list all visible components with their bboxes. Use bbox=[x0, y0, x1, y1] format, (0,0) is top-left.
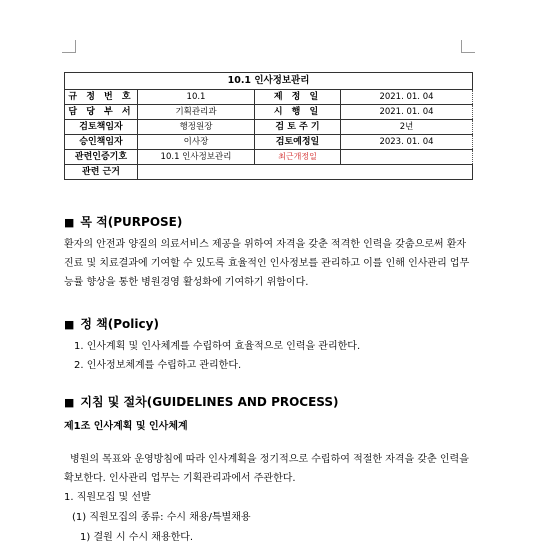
section-heading-policy: ■ 정 책(Policy) bbox=[64, 317, 159, 331]
guideline-item: 1. 직원모집 및 선발 bbox=[64, 492, 151, 503]
section-heading-purpose: ■ 목 적(PURPOSE) bbox=[64, 215, 183, 229]
crop-mark-top-left bbox=[62, 40, 76, 53]
policy-item: 1. 인사계획 및 인사체계를 수립하여 효율적으로 인력을 관리한다. bbox=[74, 341, 361, 352]
square-bullet-icon: ■ bbox=[64, 396, 75, 409]
value-review-owner: 행정원장 bbox=[138, 120, 255, 135]
label-certification-code: 관련인증기호 bbox=[65, 150, 138, 165]
guideline-subsubitem: 1) 결원 시 수시 채용한다. bbox=[80, 532, 194, 543]
label-review-cycle: 검 토 주 기 bbox=[255, 120, 341, 135]
table-row bbox=[65, 105, 473, 120]
square-bullet-icon: ■ bbox=[64, 318, 75, 331]
section-heading-guidelines: ■ 지침 및 절차(GUIDELINES AND PROCESS) bbox=[64, 395, 339, 409]
value-certification-code: 10.1 인사정보관리 bbox=[138, 150, 255, 165]
label-last-revised-date: 최근개정일 bbox=[255, 150, 341, 165]
table-row bbox=[65, 120, 473, 135]
value-effective-date: 2021. 01. 04 bbox=[341, 105, 473, 120]
guideline-subitem: (1) 직원모집의 종류: 수시 채용/특별채용 bbox=[72, 512, 251, 523]
crop-mark-top-right bbox=[461, 40, 475, 53]
table-row bbox=[65, 150, 473, 165]
value-next-review-date: 2023. 01. 04 bbox=[341, 135, 473, 150]
label-related-basis: 관련 근거 bbox=[65, 165, 138, 180]
label-regulation-number: 규 정 번 호 bbox=[65, 90, 138, 105]
table-row bbox=[65, 135, 473, 150]
table-row bbox=[65, 90, 473, 105]
guidelines-paragraph: 병원의 목표와 운영방침에 따라 인사계획을 정기적으로 수립하여 적절한 자격을 갖춘 인력을 확보한다. 인사관리 업무는 기획관리과에서 주관한다. bbox=[64, 454, 469, 484]
value-regulation-number: 10.1 bbox=[138, 90, 255, 105]
label-review-owner: 검토책임자 bbox=[65, 120, 138, 135]
document-meta-table bbox=[64, 72, 473, 180]
label-department: 담 당 부 서 bbox=[65, 105, 138, 120]
square-bullet-icon: ■ bbox=[64, 216, 75, 229]
meta-table-title: 10.1 인사정보관리 bbox=[65, 73, 473, 90]
label-enacted-date: 제 정 일 bbox=[255, 90, 341, 105]
value-enacted-date: 2021. 01. 04 bbox=[341, 90, 473, 105]
purpose-paragraph: 환자의 안전과 양질의 의료서비스 제공을 위하여 자격을 갖춘 적격한 인력을 갖춤으로써 환자진료 및 치료결과에 기여할 수 있도록 효율적인 인사정보를 관리하고 이를 인해 인사관리 업무능률 향상을 통한 병원경영 활성화에 기여하기 위함이다. bbox=[64, 239, 470, 288]
label-approver: 승인책임자 bbox=[65, 135, 138, 150]
value-department: 기획관리과 bbox=[138, 105, 255, 120]
value-approver: 이사장 bbox=[138, 135, 255, 150]
value-related-basis bbox=[138, 165, 473, 180]
value-review-cycle: 2년 bbox=[341, 120, 473, 135]
policy-item: 2. 인사정보체계를 수립하고 관리한다. bbox=[74, 360, 242, 371]
table-row bbox=[65, 165, 473, 180]
label-next-review-date: 검토예정일 bbox=[255, 135, 341, 150]
value-last-revised-date bbox=[341, 150, 473, 165]
article-heading: 제1조 인사계획 및 인사체계 bbox=[64, 421, 188, 432]
label-effective-date: 시 행 일 bbox=[255, 105, 341, 120]
